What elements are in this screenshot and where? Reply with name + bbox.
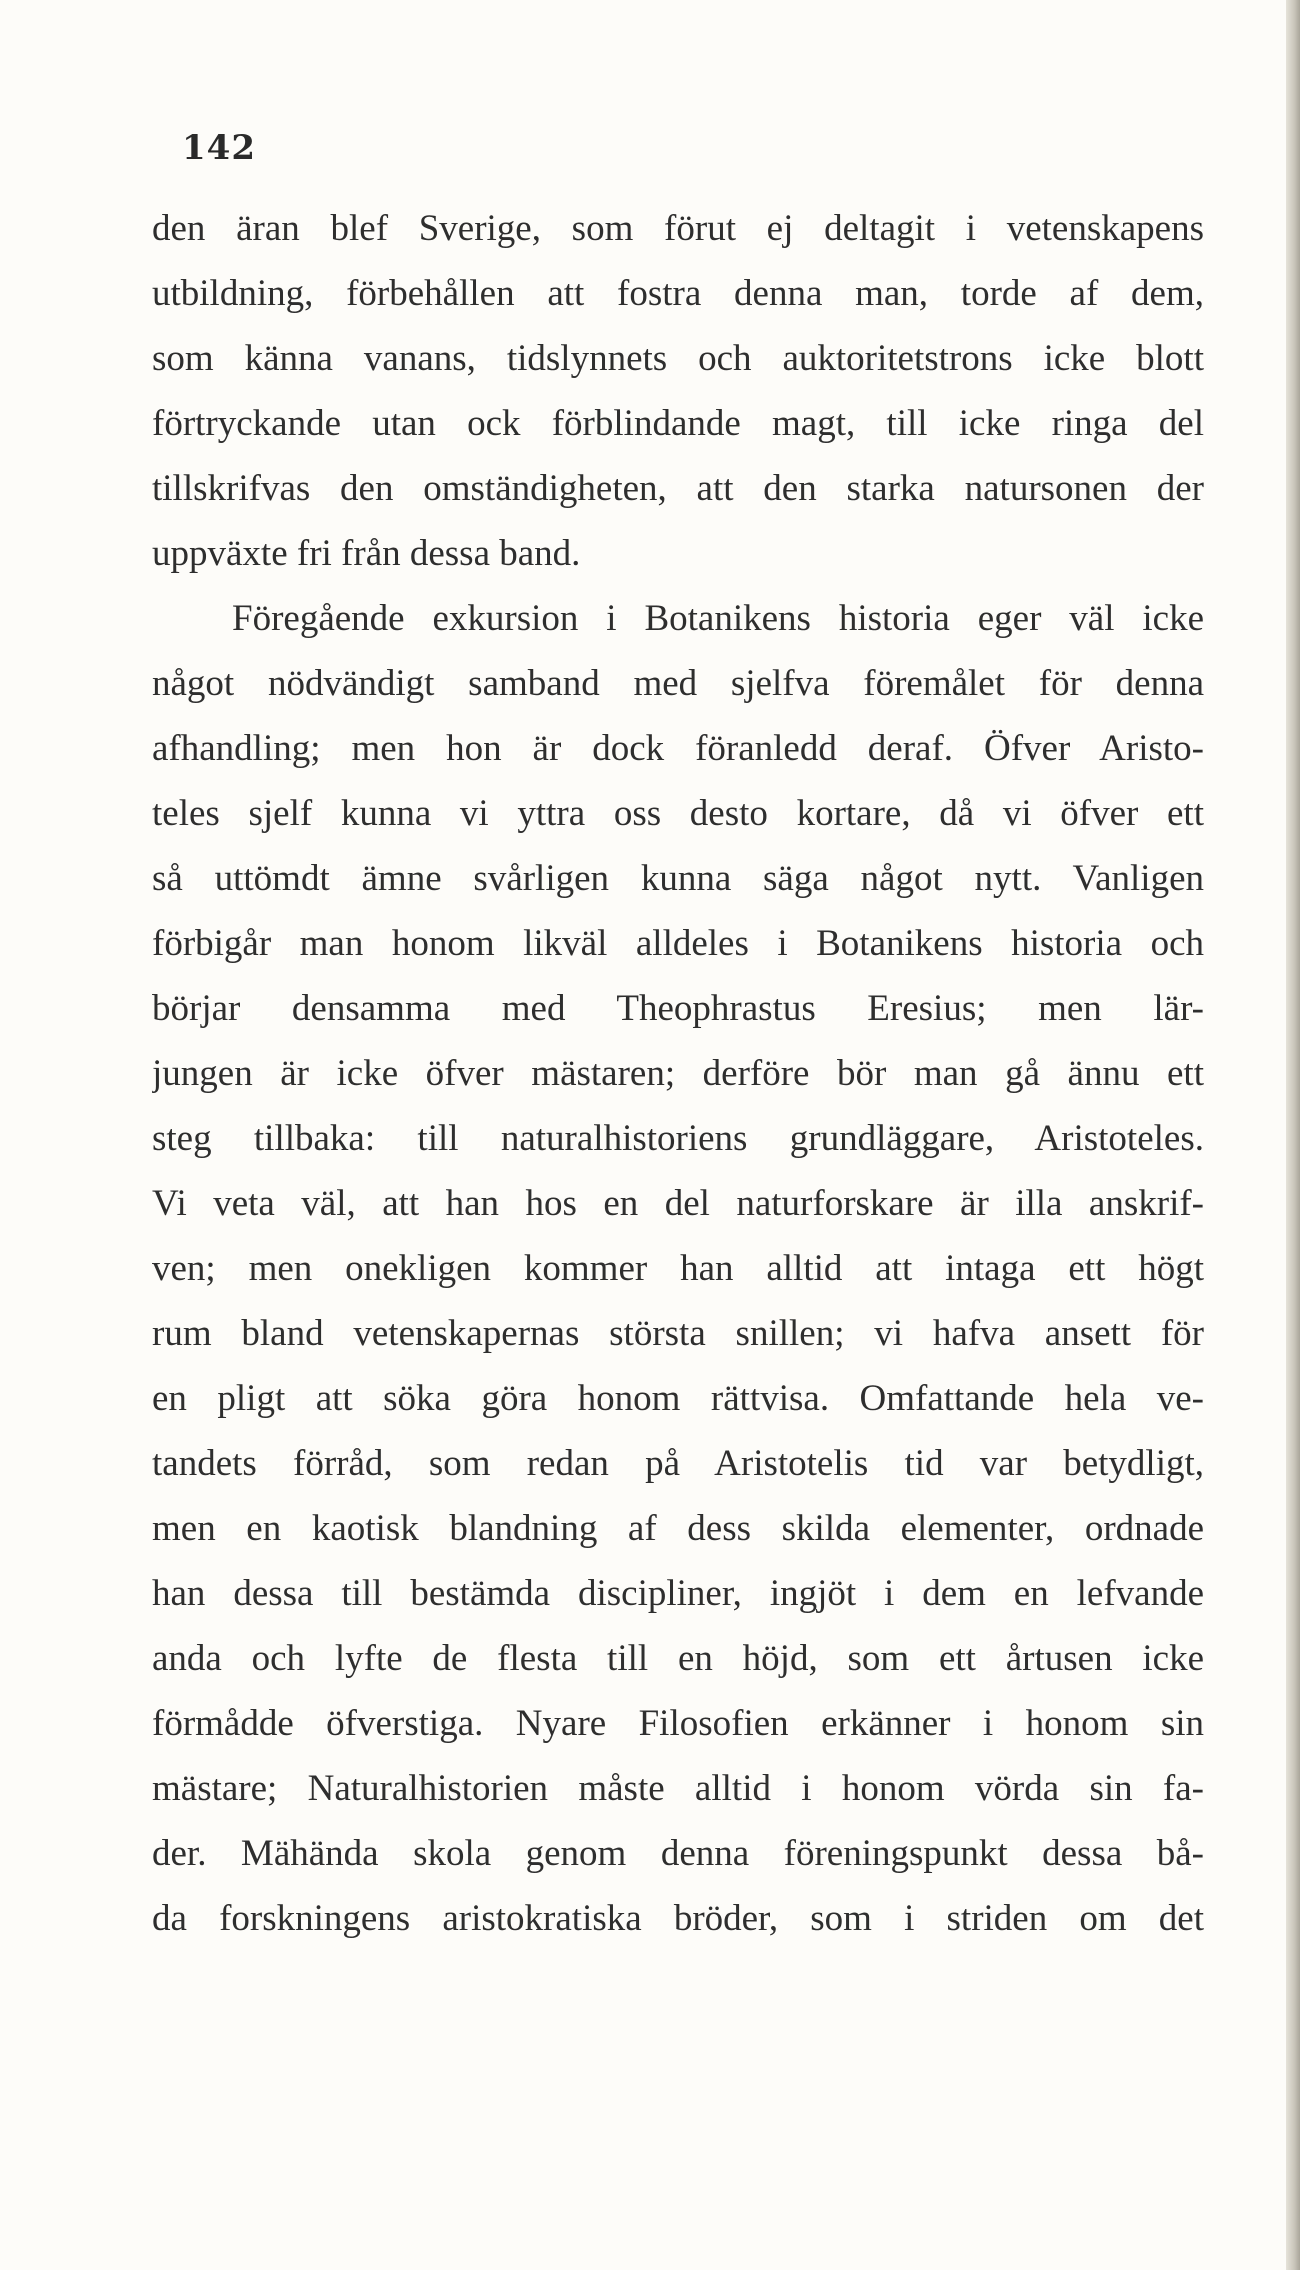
text-line: der. Mähända skola genom denna föreningspunkt dessa bå- [152,1833,1204,1874]
text-line: som känna vanans, tidslynnets och auktoritetstrons icke blott [152,338,1204,379]
text-line: mästare; Naturalhistorien måste alltid i honom vörda sin fa- [152,1768,1204,1809]
text-line: något nödvändigt samband med sjelfva föremålet för denna [152,663,1204,704]
text-line: anda och lyfte de flesta till en höjd, som ett årtusen icke [152,1638,1204,1679]
text-line: förmådde öfverstiga. Nyare Filosofien erkänner i honom sin [152,1703,1204,1744]
page-edge [1286,0,1300,2270]
page-number: 142 [182,128,256,168]
text-line: ven; men onekligen kommer han alltid att intaga ett högt [152,1248,1204,1289]
text-line: jungen är icke öfver mästaren; derföre bör man gå ännu ett [152,1053,1204,1094]
text-line: Vi veta väl, att han hos en del naturforskare är illa anskrif- [152,1183,1204,1224]
body-text [152,196,1204,1951]
text-line: han dessa till bestämda discipliner, ingjöt i dem en lefvande [152,1573,1204,1614]
text-line: förtryckande utan ock förblindande magt, till icke ringa del [152,403,1204,444]
text-line: tandets förråd, som redan på Aristotelis tid var betydligt, [152,1443,1204,1484]
text-line: förbigår man honom likväl alldeles i Botanikens historia och [152,923,1204,964]
text-line: teles sjelf kunna vi yttra oss desto kortare, då vi öfver ett [152,793,1204,834]
text-line: rum bland vetenskapernas största snillen; vi hafva ansett för [152,1313,1204,1354]
text-line: afhandling; men hon är dock föranledd deraf. Öfver Aristo- [152,728,1204,769]
text-line: da forskningens aristokratiska bröder, som i striden om det [152,1898,1204,1939]
text-line: utbildning, förbehållen att fostra denna man, torde af dem, [152,273,1204,314]
text-line: börjar densamma med Theophrastus Eresius; men lär- [152,988,1204,1029]
text-line: Föregående exkursion i Botanikens historia eger väl icke [232,598,1204,639]
text-line: så uttömdt ämne svårligen kunna säga något nytt. Vanligen [152,858,1204,899]
text-line: men en kaotisk blandning af dess skilda elementer, ordnade [152,1508,1204,1549]
text-line: uppväxte fri från dessa band. [152,533,581,574]
text-line: tillskrifvas den omständigheten, att den starka natursonen der [152,468,1204,509]
text-line: den äran blef Sverige, som förut ej deltagit i vetenskapens [152,208,1204,249]
text-line: steg tillbaka: till naturalhistoriens grundläggare, Aristoteles. [152,1118,1204,1159]
text-line: en pligt att söka göra honom rättvisa. Omfattande hela ve- [152,1378,1204,1419]
